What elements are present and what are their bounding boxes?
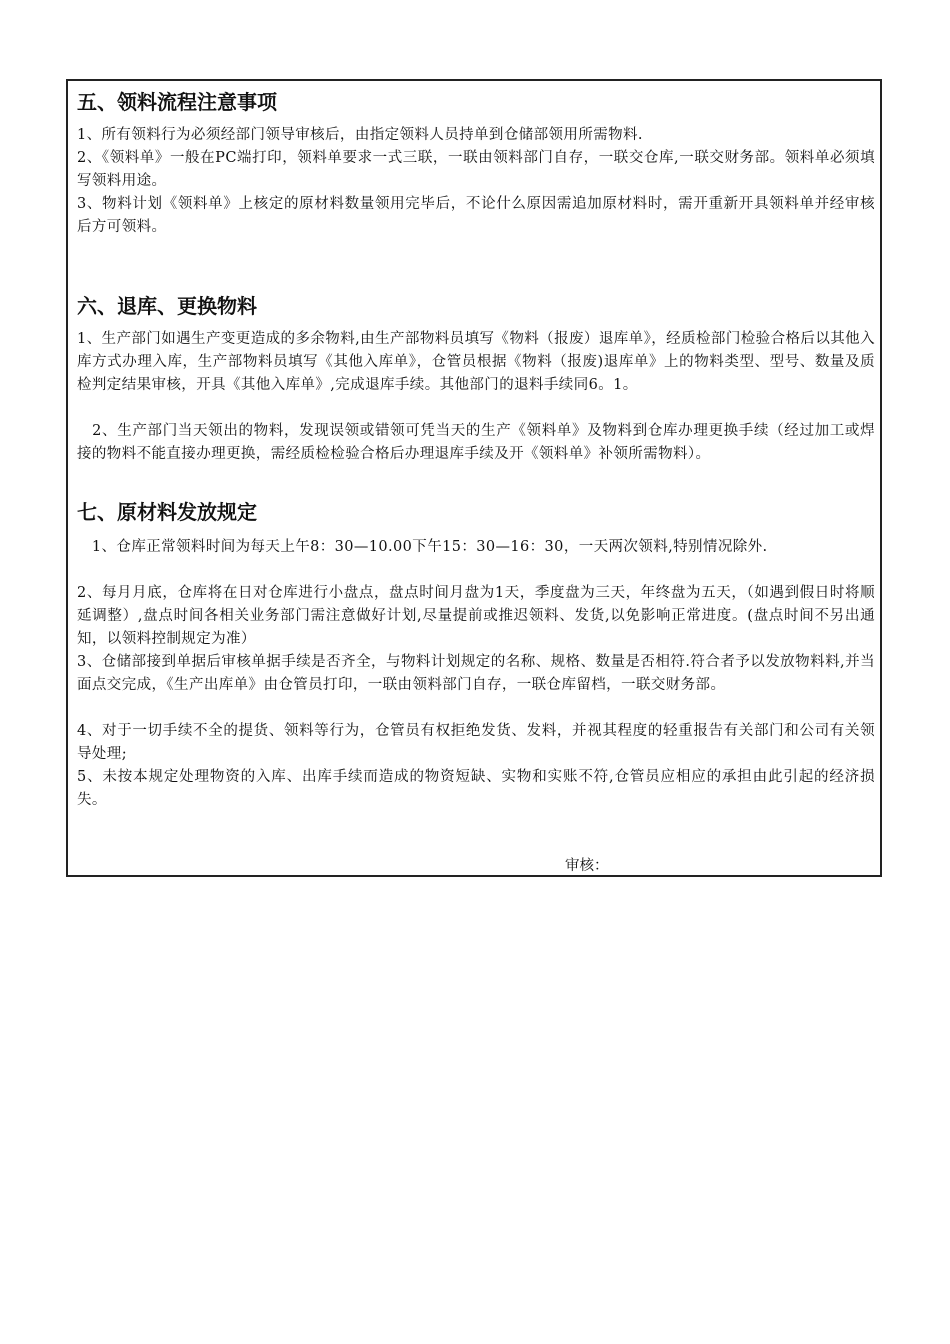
- section-heading-raw-material-issuance: 七、原材料发放规定: [77, 500, 257, 524]
- section-6-paragraph-2: 2、生产部门当天领出的物料，发现误领或错领可凭当天的生产《领料单》及物料到仓库办理更换手续（经过加工或焊接的物料不能直接办理更换，需经质检检验合格后办理退库手续及开《领料单》补领所需物料）。: [77, 423, 875, 462]
- section-7-paragraph-4: 4、对于一切手续不全的提货、领料等行为，仓管员有权拒绝发货、发料，并视其程度的轻重报告有关部门和公司有关领导处理;: [77, 723, 875, 762]
- section-7-paragraph-3: 3、仓储部接到单据后审核单据手续是否齐全，与物料计划规定的名称、规格、数量是否相符.符合者予以发放物料料,并当面点交完成，《生产出库单》由仓管员打印，一联由领料部门自存，一联仓库留档，一联交财务部。: [77, 654, 875, 693]
- section-5-paragraph-1: 1、所有领料行为必须经部门领导审核后，由指定领料人员持单到仓储部领用所需物料.: [77, 127, 643, 143]
- section-5-paragraph-3: 3、物料计划《领料单》上核定的原材料数量领用完毕后，不论什么原因需追加原材料时，需开重新开具领料单并经审核后方可领料。: [77, 196, 875, 235]
- section-7-paragraph-2: 2、每月月底，仓库将在日对仓库进行小盘点，盘点时间月盘为1天，季度盘为三天，年终盘为五天，（如遇到假日时将顺延调整）,盘点时间各相关业务部门需注意做好计划,尽量提前或推迟领料、发货,以免影响正常进度。(盘点时间不另出通知，以领料控制规定为准）: [77, 585, 875, 647]
- section-heading-return-exchange: 六、退库、更换物料: [77, 294, 257, 318]
- section-heading-materials-requisition: 五、领料流程注意事项: [77, 90, 277, 114]
- section-7-paragraph-5: 5、未按本规定处理物资的入库、出库手续而造成的物资短缺、实物和实账不符,仓管员应相应的承担由此引起的经济损失。: [77, 769, 875, 808]
- section-6-paragraph-1: 1、生产部门如遇生产变更造成的多余物料,由生产部物料员填写《物料（报废）退库单》，经质检部门检验合格后以其他入库方式办理入库，生产部物料员填写《其他入库单》，仓管员根据《物料（报废)退库单》上的物料类型、型号、数量及质检判定结果审核，开具《其他入库单》,完成退库手续。其他部门的退料手续同6。1。: [77, 331, 875, 393]
- section-7-paragraph-1: 1、仓库正常领料时间为每天上午8：30—10.00下午15：30—16：30，一天两次领料,特别情况除外.: [77, 539, 768, 555]
- section-5-paragraph-2: 2、《领料单》一般在PC端打印，领料单要求一式三联，一联由领料部门自存，一联交仓库,一联交财务部。领料单必须填写领料用途。: [77, 150, 875, 189]
- review-signature-label: 审核：: [565, 858, 609, 874]
